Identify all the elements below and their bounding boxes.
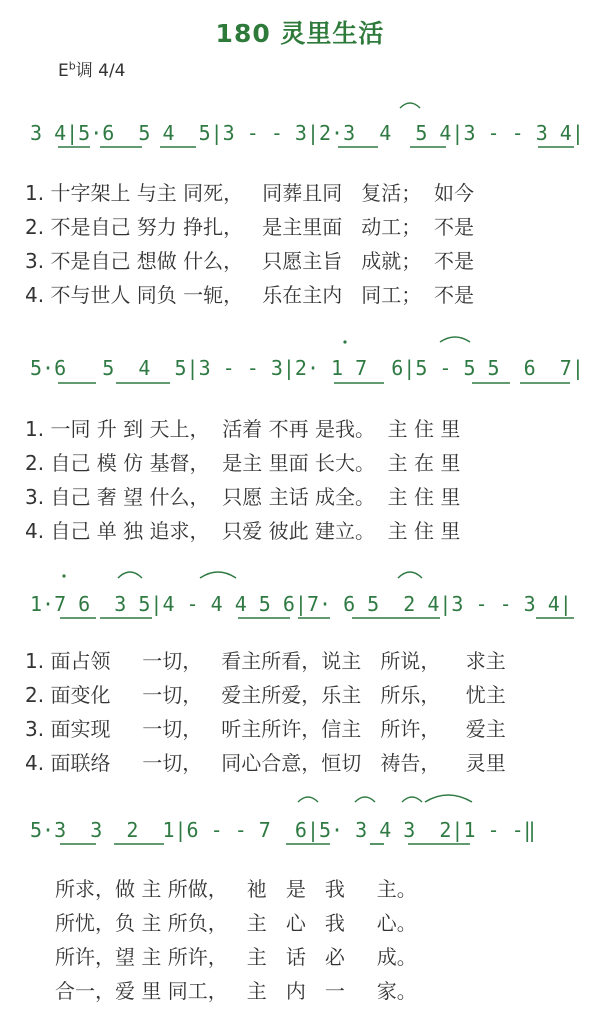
tie-mark: [440, 337, 470, 342]
dot-mark: [343, 340, 346, 343]
verse-line: 3. 自己 奢 望 什么， 只愿 主话 成全。 主 住 里: [25, 485, 461, 509]
verse-line: 所忧，负 主 所负， 主 心 我 心。: [55, 911, 417, 935]
tie-mark: [298, 797, 318, 802]
notation-line-2: [30, 348, 590, 388]
verse-line: 4. 自己 单 独 追求， 只爱 彼此 建立。 主 住 里: [25, 519, 461, 543]
verse-line: 2. 面变化 一切， 爱主所爱，乐主 所乐， 忧主: [25, 683, 506, 707]
verse-line: 1. 一同 升 到 天上， 活着 不再 是我。 主 住 里: [25, 417, 461, 441]
verse-line: 1. 十字架上 与主 同死， 同葬且同 复活； 如今: [25, 181, 475, 205]
flat-sign: b: [68, 59, 76, 73]
verse-line: 3. 不是自己 想做 什么， 只愿主旨 成就； 不是: [25, 249, 475, 273]
tie-mark: [402, 797, 422, 802]
notation-text: 3 4|5·6 5 4 5|3 - - 3|2·3 4 5 4|3 - - 3 4|: [30, 121, 584, 145]
tie-mark: [425, 795, 472, 802]
verse-line: 4. 不与世人 同负 一轭， 乐在主内 同工； 不是: [25, 283, 475, 307]
notation-line-4: [30, 810, 590, 850]
verse-line: 2. 不是自己 努力 挣扎， 是主里面 动工； 不是: [25, 215, 475, 239]
notation-text: 5·6 5 4 5|3 - - 3|2· 1 7 6|5 - 5 5 6 7|: [30, 356, 584, 380]
verse-line: 3. 面实现 一切， 听主所许，信主 所许， 爱主: [25, 717, 506, 741]
notation-line-1: [30, 113, 590, 153]
tie-mark: [398, 572, 422, 578]
notation-line-3: [30, 584, 590, 624]
verse-line: 合一，爱 里 同工， 主 内 一 家。: [55, 979, 417, 1003]
verse-line: 所许，望 主 所许， 主 话 必 成。: [55, 945, 417, 969]
verse-line: 4. 面联络 一切， 同心合意，恒切 祷告， 灵里: [25, 751, 506, 775]
tie-mark: [118, 572, 142, 578]
verse-line: 1. 面占领 一切， 看主所看，说主 所说， 求主: [25, 649, 506, 673]
tie-mark: [200, 572, 236, 578]
tie-mark: [400, 103, 420, 108]
verse-line: 2. 自己 模 仿 基督， 是主 里面 长大。 主 在 里: [25, 451, 461, 475]
key-signature: [58, 56, 126, 81]
dot-mark: [62, 574, 65, 577]
song-title: 180 灵里生活: [215, 19, 385, 48]
key-and-time: 调 4/4: [75, 61, 126, 81]
tie-mark: [355, 797, 375, 802]
verse-line: 所求，做 主 所做， 祂 是 我 主。: [55, 877, 417, 901]
notation-text: 1·7 6 3 5|4 - 4 4 5 6|7· 6 5 2 4|3 - - 3 4|: [30, 592, 572, 616]
notation-text: 5·3 3 2 1|6 - - 7 6|5· 3 4 3 2|1 - -‖: [30, 818, 536, 842]
key-letter: E: [58, 61, 69, 81]
